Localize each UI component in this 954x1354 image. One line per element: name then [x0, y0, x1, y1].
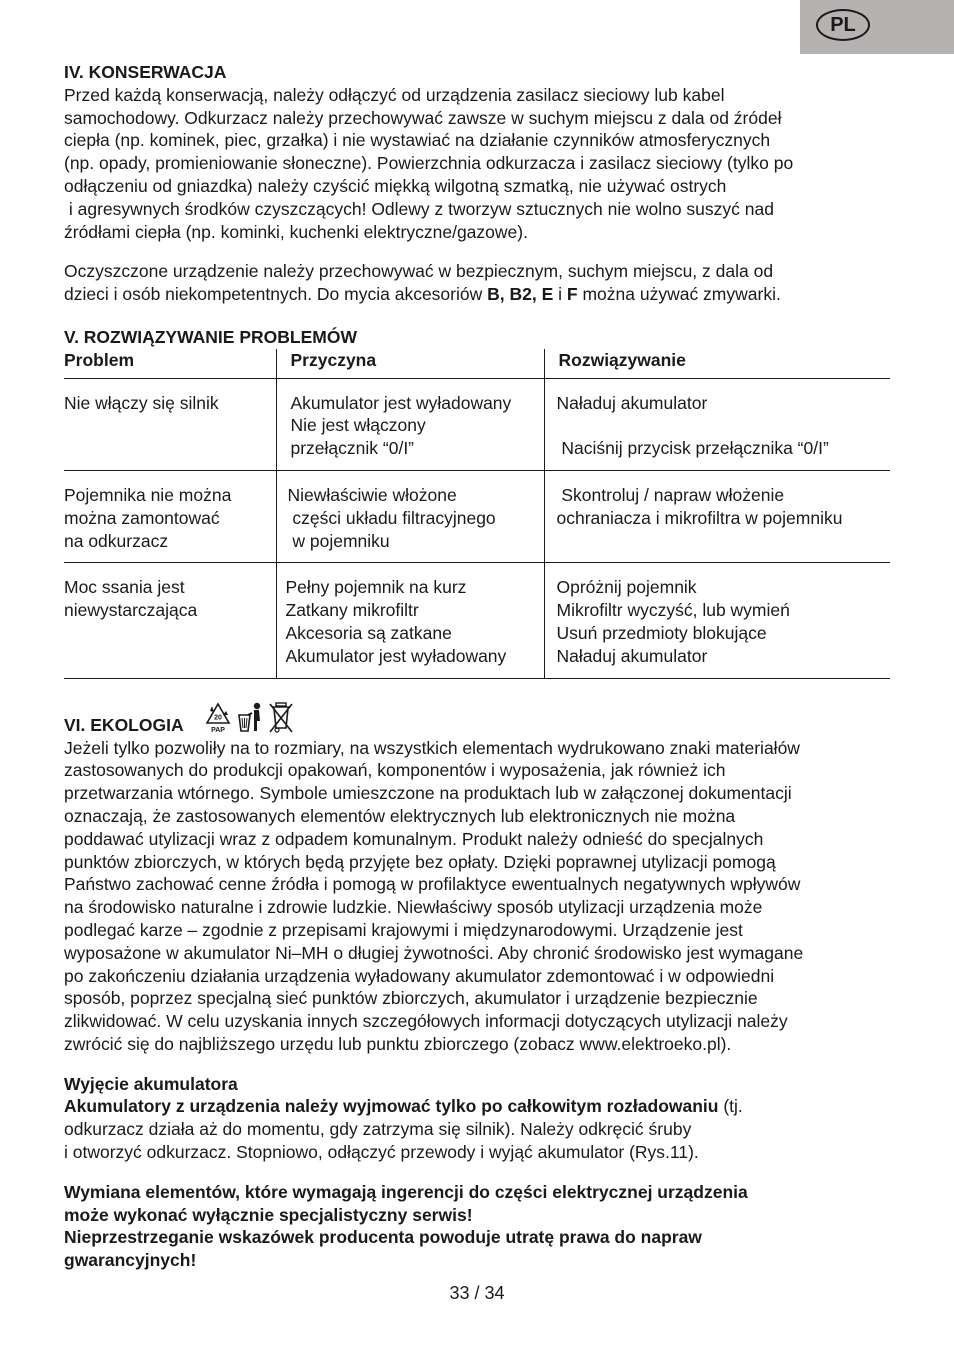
text-line: poddawać utylizacji wraz z odpadem komunalnym. Produkt należy odnieść do specjalnych	[64, 828, 764, 849]
cell-line: Akumulator jest wyładowany	[290, 392, 512, 413]
text-run: i	[553, 284, 567, 305]
page-number: 33 / 34	[449, 1283, 505, 1303]
eco-icon-group	[204, 701, 294, 735]
text-line: Nieprzestrzeganie wskazówek producenta powoduje utratę prawa do napraw	[64, 1227, 702, 1248]
cause-cell	[276, 378, 544, 470]
text-line: zastosowanych do produkcji opakowań, komponentów i wyposażenia, jak również ich	[64, 760, 726, 781]
cell-line: Naładuj akumulator	[556, 392, 708, 413]
section-5-title: V. ROZWIĄZYWANIE PROBLEMÓW	[64, 326, 357, 347]
recycle-code: 20	[213, 714, 222, 722]
battery-bold-lead: Akumulatory z urządzenia należy wyjmować tylko po całkowitym rozładowaniu	[64, 1096, 719, 1117]
section-4-title: IV. KONSERWACJA	[64, 62, 227, 82]
text-line: odłączeniu od gniazdka) należy czyścić miękką wilgotną szmatką, nie używać ostrych	[64, 175, 727, 196]
header-problem: Problem	[64, 349, 135, 370]
table-row	[64, 563, 890, 678]
accessory-letters: B, B2, E	[487, 284, 554, 305]
cell-line: Pełny pojemnik na kurz	[285, 577, 467, 598]
cell-line: na odkurzacz	[64, 530, 169, 551]
crossed-bin-icon	[268, 701, 294, 735]
cell-line: Akumulator jest wyładowany	[285, 645, 507, 666]
header-cause	[276, 349, 544, 378]
text-line: odkurzacz działa aż do momentu, gdy zatrzyma się silnik). Należy odkręcić śruby	[64, 1119, 692, 1140]
cell-line	[557, 414, 891, 437]
text-run: (tj.	[718, 1096, 743, 1117]
text-line	[64, 1095, 894, 1118]
recycle-material: PAP	[210, 726, 225, 734]
text-line: sposób, poprzez specjalną sieć punktów zbiorczych, akumulator i urządzenie bezpiecznie	[64, 988, 758, 1009]
text-line: Przed każdą konserwacją, należy odłączyć od urządzenia zasilacz sieciowy lub kabel	[64, 84, 725, 105]
text-line: i otworzyć odkurzacz. Stopniowo, odłączyć przewody i wyjąć akumulator (Rys.11).	[64, 1142, 699, 1163]
cell-line: Skontroluj / napraw włożenie	[556, 484, 785, 505]
solution-cell	[544, 563, 890, 678]
language-tab	[800, 0, 954, 54]
section-6-title: VI. EKOLOGIA	[64, 714, 184, 735]
accessory-letter: F	[566, 284, 578, 305]
cell-line: Niewłaściwie włożone	[287, 484, 457, 505]
text-line: na środowisko naturalne i zdrowie ludzkie. Niewłaściwy sposób utylizacji urządzenia może	[64, 897, 763, 918]
text-line: samochodowy. Odkurzacz należy przechowywać zawsze w suchym miejscu z dala od źródeł	[64, 107, 782, 128]
text-line: źródłami ciepła (np. kominki, kuchenki elektryczne/gazowe).	[64, 221, 528, 242]
table-row	[64, 378, 890, 470]
service-warning	[64, 1181, 894, 1272]
text-line: (np. opady, promieniowanie słoneczne). Powierzchnia odkurzacza i zasilacz sieciowy (tylko po	[64, 153, 794, 174]
cell-line: Nie jest włączony	[290, 415, 426, 436]
cell-line: Usuń przedmioty blokujące	[556, 622, 767, 643]
text-line: podlegać karze – zgodnie z przepisami krajowymi i międzynarodowymi. Urządzenie jest	[64, 919, 743, 940]
header-solution	[544, 349, 890, 378]
text-line: przetwarzania wtórnego. Symbole umieszczone na produktach lub w załączonej dokumentacji	[64, 783, 792, 804]
text-run: można używać zmywarki.	[577, 284, 781, 305]
cell-line: Zatkany mikrofiltr	[285, 600, 419, 621]
text-run: dzieci i osób niekompetentnych. Do mycia akcesoriów	[64, 284, 488, 305]
header-cause-label: Przyczyna	[290, 349, 377, 370]
page-content	[64, 61, 894, 1272]
text-line: Państwo zachować cenne źródła i pomogą w profilaktyce ewentualnych negatywnych wpływów	[64, 874, 801, 895]
header-solution-label: Rozwiązywanie	[558, 349, 686, 370]
text-line: gwarancyjnych!	[64, 1250, 197, 1271]
text-line: i agresywnych środków czyszczących! Odlewy z tworzyw sztucznych nie wolno suszyć nad	[64, 198, 774, 219]
cell-line: Naładuj akumulator	[556, 645, 708, 666]
tidyman-icon	[236, 701, 264, 735]
text-line: wyposażone w akumulator Ni–MH o długiej żywotności. Aby chronić środowisko jest wymagane	[64, 942, 804, 963]
recycle-pap-icon	[204, 701, 232, 735]
text-line: punktów zbiorczych, w których będą przyjęte bez opłaty. Dzięki poprawnej utylizacji pomogą	[64, 851, 776, 872]
text-line: zwrócić się do najbliższego urzędu lub punktu zbiorczego (zobacz www.elektroeko.pl).	[64, 1033, 732, 1054]
cell-line: przełącznik “0/I”	[290, 438, 415, 459]
battery-paragraph	[64, 1095, 894, 1163]
section-6-paragraph	[64, 737, 894, 1056]
cell-line: Akcesoria są zatkane	[285, 622, 452, 643]
text-line: po zakończeniu działania urządzenia wyładowany akumulator zdemontować i w odpowiedni	[64, 965, 775, 986]
troubleshooting-table	[64, 349, 890, 679]
solution-cell	[544, 470, 890, 562]
problem-cell	[64, 378, 276, 470]
cell-line: Opróżnij pojemnik	[556, 577, 697, 598]
text-line: może wykonać wyłącznie specjalistyczny serwis!	[64, 1204, 473, 1225]
text-line: zlikwidować. W celu uzyskania innych szczegółowych informacji dotyczących utylizacji należy	[64, 1011, 788, 1032]
cause-cell	[276, 563, 544, 678]
cell-line: Naciśnij przycisk przełącznika “0/I”	[556, 438, 829, 459]
text-line: Wymiana elementów, które wymagają ingerencji do części elektrycznej urządzenia	[64, 1181, 748, 1202]
solution-cell	[544, 378, 890, 470]
cell-line: Pojemnika nie można	[64, 484, 232, 505]
language-badge: PL	[816, 9, 870, 41]
section-4-paragraph-2	[64, 260, 894, 306]
text-line: Oczyszczone urządzenie należy przechowywać w bezpiecznym, suchym miejscu, z dala od	[64, 261, 774, 282]
cause-cell	[276, 470, 544, 562]
battery-title: Wyjęcie akumulatora	[64, 1073, 238, 1094]
text-line: oznaczają, że zastosowanych elementów elektrycznych lub elektronicznych nie można	[64, 805, 736, 826]
cell-line: można zamontować	[64, 507, 220, 528]
table-header-row	[64, 349, 890, 378]
cell-line: w pojemniku	[287, 530, 390, 551]
section-4-paragraph-1	[64, 84, 894, 244]
cell-line: ochraniacza i mikrofiltra w pojemniku	[556, 507, 843, 528]
cell-line: Moc ssania jest	[64, 577, 185, 598]
table-row	[64, 470, 890, 562]
cell-line: niewystarczająca	[64, 600, 198, 621]
cell-line: Mikrofiltr wyczyść, lub wymień	[556, 600, 790, 621]
section-6-header	[64, 701, 894, 737]
cell-line: części układu filtracyjnego	[287, 507, 496, 528]
text-line: Jeżeli tylko pozwoliły na to rozmiary, na wszystkich elementach wydrukowano znaki materiałów	[64, 737, 800, 758]
problem-cell	[64, 563, 276, 678]
cell-line: Nie włączy się silnik	[64, 392, 219, 413]
text-line: ciepła (np. kominek, piec, grzałka) i nie wystawiać na działanie czynników atmosferycznych	[64, 130, 771, 151]
text-line	[64, 283, 894, 306]
problem-cell	[64, 470, 276, 562]
